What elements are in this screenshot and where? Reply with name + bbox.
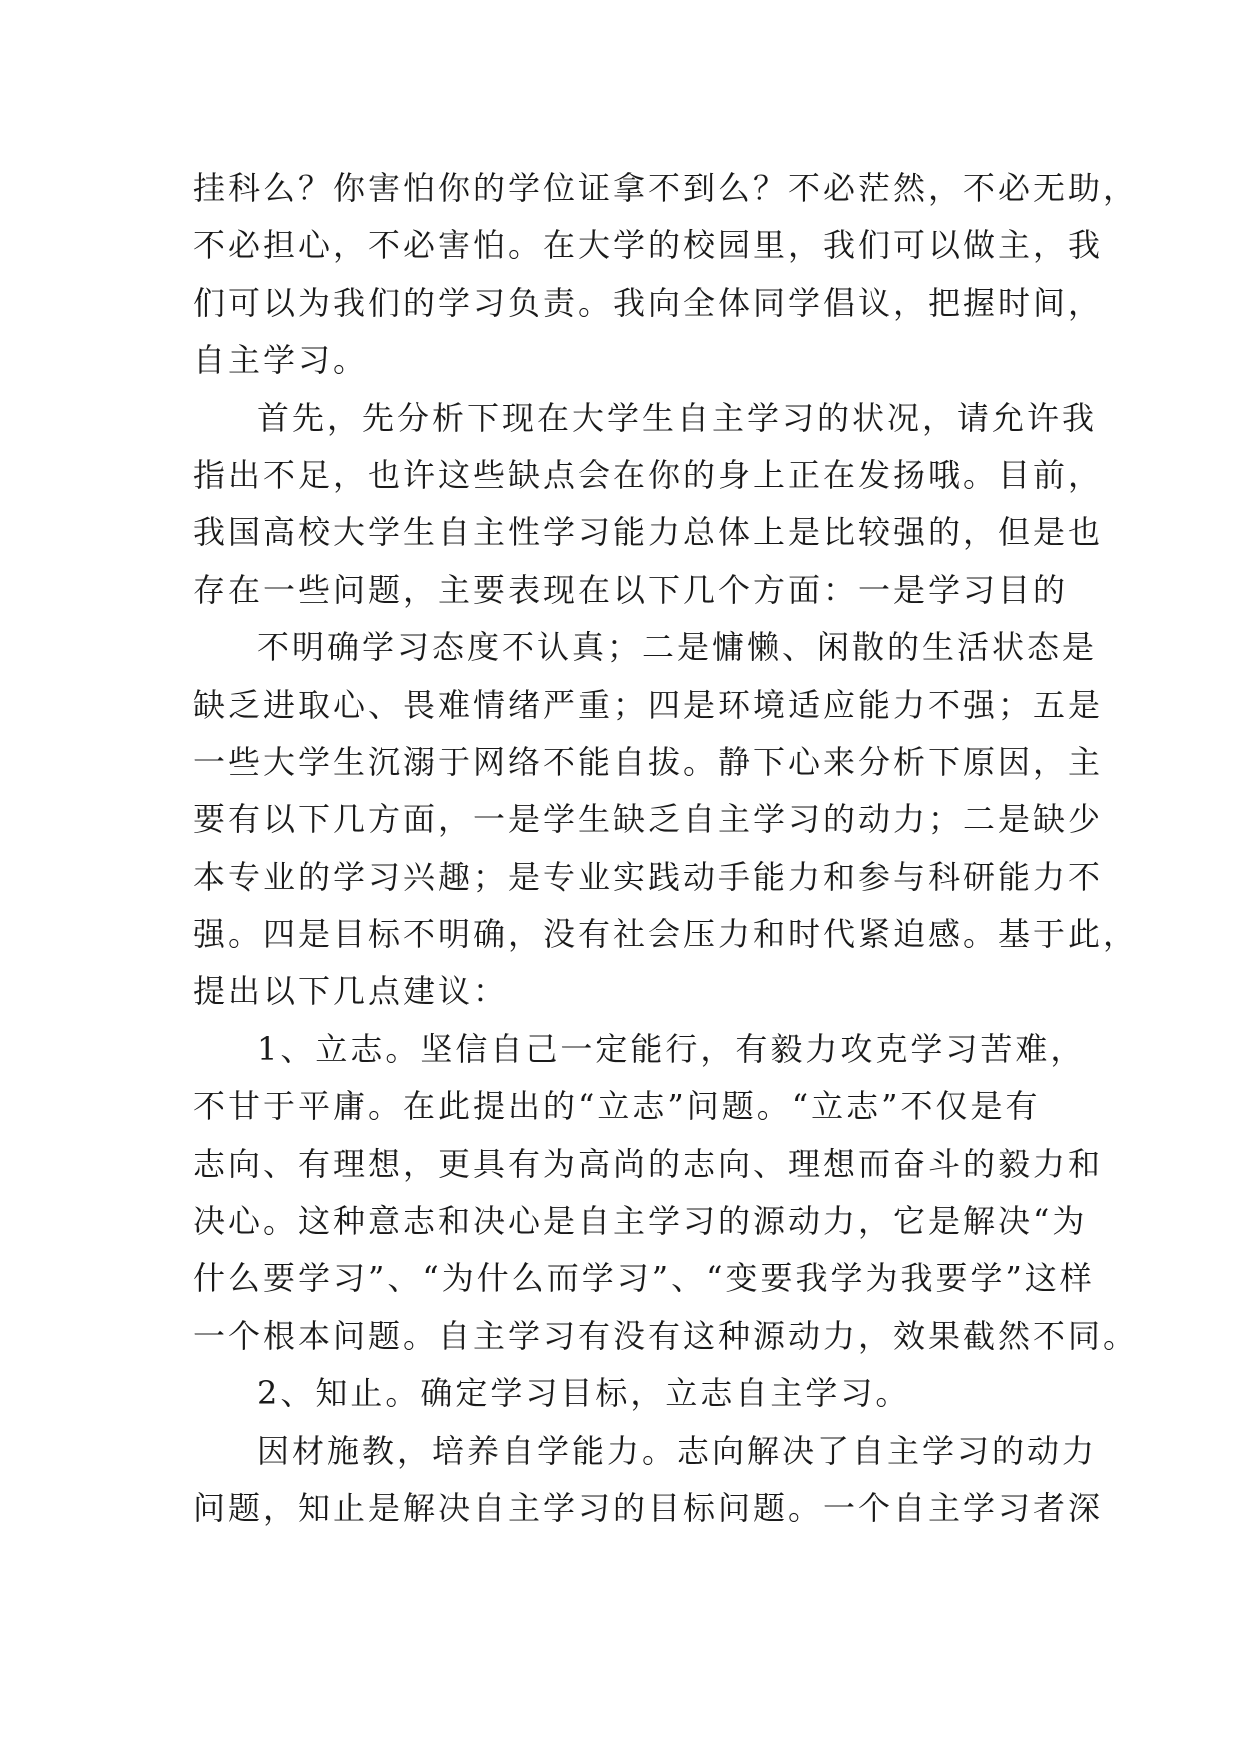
text-line-6: 指出不足，也许这些缺点会在你的身上正在发扬哦。目前， bbox=[193, 455, 1104, 494]
text-line-16: 1、立志。坚信自己一定能行，有毅力攻克学习苦难， bbox=[257, 1029, 1086, 1068]
text-line-24: 问题，知止是解决自主学习的目标问题。一个自主学习者深 bbox=[193, 1488, 1104, 1527]
text-line-11: 一些大学生沉溺于网络不能自拔。静下心来分析下原因，主 bbox=[193, 742, 1104, 781]
text-line-19: 决心。这种意志和决心是自主学习的源动力，它是解决“为 bbox=[193, 1202, 1088, 1241]
text-line-22: 2、知止。确定学习目标，立志自主学习。 bbox=[257, 1374, 911, 1413]
text-line-2: 不必担心，不必害怕。在大学的校园里，我们可以做主，我 bbox=[193, 226, 1104, 265]
document-body bbox=[193, 160, 1139, 1537]
text-line-12: 要有以下几方面，一是学生缺乏自主学习的动力；二是缺少 bbox=[193, 800, 1104, 839]
text-line-15: 提出以下几点建议： bbox=[193, 972, 509, 1011]
text-line-10: 缺乏进取心、畏难情绪严重；四是环境适应能力不强；五是 bbox=[193, 685, 1104, 724]
text-line-9: 不明确学习态度不认真；二是慵懒、闲散的生活状态是 bbox=[257, 628, 1098, 667]
text-line-4: 自主学习。 bbox=[193, 341, 369, 380]
text-line-14: 强。四是目标不明确，没有社会压力和时代紧迫感。基于此， bbox=[193, 915, 1139, 954]
text-line-3: 们可以为我们的学习负责。我向全体同学倡议，把握时间， bbox=[193, 283, 1104, 322]
text-line-18: 志向、有理想，更具有为高尚的志向、理想而奋斗的毅力和 bbox=[193, 1144, 1104, 1183]
text-line-23: 因材施教，培养自学能力。志向解决了自主学习的动力 bbox=[257, 1431, 1098, 1470]
text-line-5: 首先，先分析下现在大学生自主学习的状况，请允许我 bbox=[257, 398, 1098, 437]
text-line-7: 我国高校大学生自主性学习能力总体上是比较强的，但是也 bbox=[193, 513, 1104, 552]
text-line-8: 存在一些问题，主要表现在以下几个方面：一是学习目的 bbox=[193, 570, 1069, 609]
text-line-20: 什么要学习”、“为什么而学习”、“变要我学为我要学”这样 bbox=[193, 1259, 1095, 1298]
text-line-13: 本专业的学习兴趣；是专业实践动手能力和参与科研能力不 bbox=[193, 857, 1104, 896]
text-line-1: 挂科么？你害怕你的学位证拿不到么？不必茫然，不必无助， bbox=[193, 169, 1139, 207]
text-line-21: 一个根本问题。自主学习有没有这种源动力，效果截然不同。 bbox=[193, 1316, 1139, 1355]
text-line-17: 不甘于平庸。在此提出的“立志”问题。“立志”不仅是有 bbox=[193, 1087, 1041, 1126]
